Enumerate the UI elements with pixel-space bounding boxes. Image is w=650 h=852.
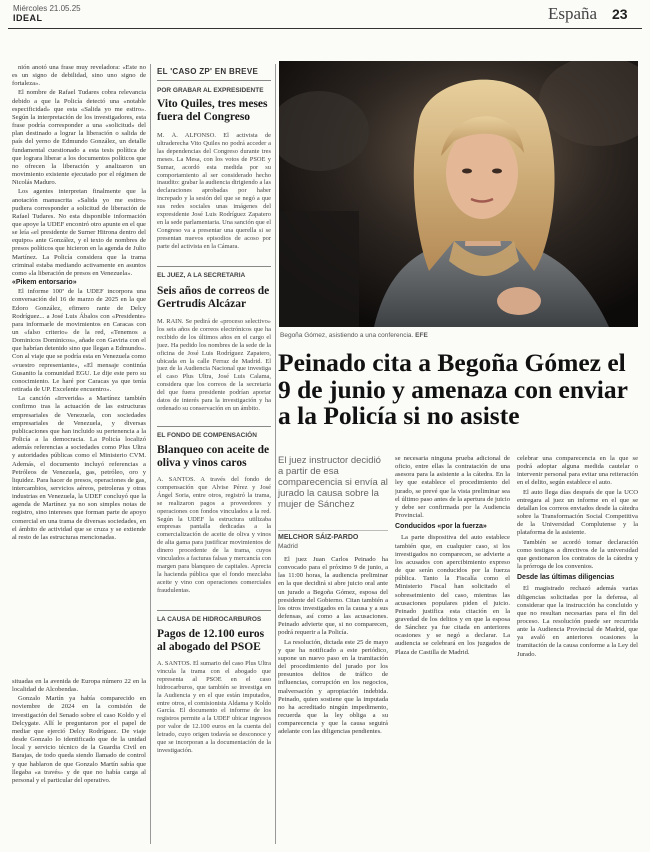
column-separator (275, 64, 276, 844)
header-date: Miércoles 21.05.25 (13, 4, 81, 13)
paragraph: La parte dispositiva del auto establece también que, en cualquier caso, si los investigados no comparecen, se advierte a los acusados con apercibimiento expreso de que serán conducidos por la fuerza pública. Tanto la Fiscalía como el Ministerio Fiscal han solicitado el sobreseimiento del caso, mientras las acusaciones populares piden el juicio. Peinado justifica esta citación en la gravedad de los delitos y en que la esposa de Sánchez ya fue citada en anteriores ocasiones y se negó a declarar. La audiencia se celebrará en los juzgados de Plaza de Castilla de Madrid. (395, 534, 510, 656)
article-column-left-bottom (12, 678, 146, 844)
brief-body: M. RAIN. Se pedirá de «proceso selectivo» los seis años de correos electrónicos que ha recibido de los últimos años en el cargo el juez. Ha pedido los nombres de la sede de la oficina de José Luis Rodríguez Zapatero, ubicada en la calle Ferraz de Madrid. El juez de la Audiencia Nacional que investiga el caso Plus Ultra, José Luis Calama, considera que los correos de la secretaria del que fuera presidente podrían aportar datos de interés para la investigación y ha ordenado su conservación en un ámbito. (157, 318, 271, 412)
article-subhead: El juez instructor decidió a partir de esa comparecencia si envía al jurado la causa sobre la mujer de Sánchez (278, 455, 388, 510)
brief-title: Vito Quiles, tres meses fuera del Congreso (157, 98, 268, 123)
brief-tag: EL JUEZ, A LA SECRETARIA (157, 272, 246, 279)
paragraph: El auto llega días después de que la UCO entregara al juez un informe en el que se detallan los correos enviados desde la cátedra sobre la Transformación Social Competitiva de la Universidad Complutense y la plataforma de la asistente. (517, 488, 638, 537)
article-dateline: Madrid (278, 543, 298, 550)
header-section: España (548, 4, 598, 23)
briefs-rule (157, 80, 271, 81)
paragraph: nión anotó una frase muy reveladora: «Este no es un signo de debilidad, sino uno signo de fortaleza». (12, 64, 146, 88)
paragraph: También se acordó tomar declaración como testigos a directivos de la universidad que gestionaron los contratos de la cátedra y la prórroga de los convenios. (517, 538, 638, 571)
article-body-column-2 (395, 455, 510, 844)
paragraph: El nombre de Rafael Tudares cobra relevancia debido a que la Policía detectó una «notable especificidad» que esta «Salida yo me estiro». Según la interpretación de los investigadores, esta frase podría corresponder a una «solicitud» del plan destinado a lograr la liberación o salida de país del yerno de Edmundo González, un detalle fundamental cuestionado a esta tesis política de que lograra liberar a los documentos políticos que no ofrecen la liberación y analizaron un movimiento existente ejecutado por el régimen de Nicolás Maduro. (12, 89, 146, 187)
brief-tag: POR GRABAR AL EXPRESIDENTE (157, 87, 264, 94)
article-photo (279, 61, 638, 327)
article-byline: MELCHOR SÁIZ-PARDO (278, 534, 359, 541)
header-paper-name: IDEAL (13, 13, 43, 23)
paragraph: Los agentes interpretan finalmente que la anotación manuscrita «Salida yo me estiro» pudiera corresponder a solicitud de liberación de Rafael Tudares. No esta disponible información que apoye la UDEF encontró otro apunte en el que se leía «el presidente de Surner Hitrona dentro del equipo» ante González, y el texto de nombres de presos políticos que hicieron en la agenda de Julio Martínez. La Policía considera que la trama criminal estaba mediando activamente en asuntos como «la liberación de presos en Venezuela». (12, 188, 146, 277)
paragraph: La canción «Irrverida» a Martínez también confirmo tras la actuación de las estructuras empresariales de Venezuela, con sociedades empresariales de Venezuela, y diversas publicaciones que han incluido su pertenencia a la Policía a la democracia. La Policía localizó además referencias a sociedades como Plus Ultra y autoridades públicas como el Ministerio CVM. Además, el documento incluyó referencias a Petróleos de Venezuela, gas, petróleo, oro y liquidez. Para hacer de presos, operaciones de gas, intercambios, servicios aéreos, petroleras y otras industrias en Venezuela, la UDEF concluyó que la agenda de Martínez ya no son simples notas de registro, sino intereses que forman parte de apoyo comercial en una trama de diversas sociedades, en el ámbito de actividad que se cruza y se extiende al resto de las estructuras mencionadas. (12, 395, 146, 541)
photo-caption (280, 332, 428, 339)
article-headline: Peinado cita a Begoña Gómez el 9 de junio y amenaza con enviar a la Policía si no asiste (278, 348, 628, 430)
paragraph: El informe 100ª de la UDEF incorpora una conversación del 16 de marzo de 2025 en la que Edoro González, efimero rante de Delcy Rodríguez... a José Luis Ábalos con «Presidente» para informarle de movimientos en Caracas con un «falso criterio» de la red, «Tenemos a Dominicos Dominicos», añade con Gaviria con el que habrían detenido sino que llegan a Edmundo». Con al viaje que se podría esta en Venezuela como «vuestro representante», «El mensaje continúa Gusanito la comunidad EGU. Le dije este pero su conocimiento. Le haré por Caracas ya que tenía retirada de UP. Excelente encuentro». (12, 288, 146, 394)
briefs-kicker: EL 'CASO ZP' EN BREVE (157, 67, 259, 76)
subheading: Conducidos «por la fuerza» (395, 523, 487, 531)
subheading: «Pikem entorsario» (12, 279, 77, 287)
brief-body: A. SANTOS. A través del fondo de compensación que Alvise Pérez y José Ángel Soria, entre otros, registró la trama, se realizaron pagos a proveedores y operaciones con fondos vinculados a la red. Según la UDEF la estructura utilizaba empresas pantalla dedicadas a la comercialización de aceite de oliva y vinos de alta gama para justificar movimientos de dinero procedente de la trama, cuyos vinculados a facturas falsas y mercancía con margen para blanqueo de capitales. Aprecia la hacienda pública que el fondo mezclaba aceite y vino con operaciones comerciales fraudulentas. (157, 476, 271, 594)
paragraph: El magistrado rechazó además varias diligencias solicitadas por la defensa, al considerar que la instrucción ha concluido y que no resultan necesarias para el fin del proceso. La resolución puede ser recurrida ante la Audiencia Provincial de Madrid, que ya avaló en anteriores ocasiones la tramitación de la causa conforme a la Ley del Jurado. (517, 585, 638, 658)
brief-divider (157, 266, 271, 267)
column-separator (150, 64, 151, 844)
paragraph: celebrar una comparecencia en la que se podrá adoptar alguna medida cautelar o intervenir personal para evitar una reiteración en el delito, según establece el auto. (517, 455, 638, 487)
header-rule (8, 28, 642, 29)
brief-body: A. SANTOS. El sumario del caso Plus Ultra vincula la trama con el abogado que representa al PSOE en el caso hidrocarburos, que también se investiga en la Audiencia y en el que están imputados, entre otros, el comisionista Aldama y Koldo García. El documento el informe de los registros permite a la UDEF ubicar ingresos por valor de 12.100 euros en la cuenta del letrado, cuyo origen todavía se desconoce y que se incorporan a la documentación de la investigación. (157, 660, 271, 754)
paragraph: situadas en la avenida de Europa número 22 en la localidad de Alcobendas. (12, 678, 146, 694)
paragraph: La resolución, dictada este 25 de mayo y que ha notificado a este periódico, supone un nuevo paso en la tramitación del procedimiento del jurado por los presuntos delitos de tráfico de influencias, corrupción en los negocios, malversación y apropiación indebida. Peinado, quien sostiene que la imputada no ha acreditado ningún impedimento, recuerda que la ley obliga a su comparecencia y que la causa seguirá adelante con las diligencias pendientes. (278, 638, 388, 736)
brief-title: Pagos de 12.100 euros al abogado del PSOE (157, 628, 265, 653)
brief-title: Seis años de correos de Gertrudis Alcázar (157, 285, 270, 310)
brief-body: M. Á. ALFONSO. El activista de ultraderecha Vito Quiles no podrá acceder a las dependencias del Congreso durante tres meses. La Mesa, con los votos de PSOE y Sumar, acordó esta medida por su comportamiento al ser considerado hecho inaudito: grabar la audiencia dirigiendo a las declaraciones aprobadas por haber increpado y la sesión del que se negó a que sus redes sociales unas imágenes del expresidente José Luis Rodríguez Zapatero en la sede parlamentaria. Una sanción que el Congreso va a presentar una querella si se presentan nuevos episodios de acoso por parte del activista en la Cámara. (157, 132, 271, 250)
brief-divider (157, 426, 271, 427)
paragraph: Gonzalo Martín ya había comparecido en noviembre de 2024 en la comisión de investigación del Senado sobre el caso Koldo y el Delcygate. Allí le preguntaron por el papel de mediar que ejerció Delcy Rodríguez. De viaje desde Gonzalo lo identificado que de la unidad local y servicio técnico de la Guardia Civil en Barajas, de todo queda siendo llamado de control y que hablaron de que Gonzalo Martín sabía que llegaba «a través» y de que no había carga al personal y el particular del operativo. (12, 695, 146, 784)
photo-illustration (279, 61, 638, 327)
brief-tag: EL FONDO DE COMPENSACIÓN (157, 432, 257, 439)
brief-tag: LA CAUSA DE HIDROCARBUROS (157, 616, 262, 623)
article-body-column-3 (517, 455, 638, 844)
article-column-left (12, 64, 146, 676)
article-body-column-1 (278, 556, 388, 844)
byline-rule (278, 530, 388, 531)
header-page-number: 23 (612, 6, 628, 22)
caption-text: Begoña Gómez, asistiendo a una conferencia. (280, 332, 414, 339)
paragraph: El juez Juan Carlos Peinado ha convocado para el próximo 9 de junio, a las 11:00 horas, la audiencia preliminar en la que decidirá si abre juicio oral ante un jurado a Begoña Gómez, esposa del presidente del Gobierno. Citan también a los otros investigados en la causa y a sus defensas, así como a las acusaciones. Peinado advierte que, si no comparecen, podrá requerir a la Policía. (278, 556, 388, 637)
brief-title: Blanqueo con aceite de oliva y vinos caros (157, 444, 270, 469)
subheading: Desde las últimas diligencias (517, 574, 615, 582)
paragraph: se necesaria ninguna prueba adicional de oficio, entre ellas la contratación de una asesora para la asistente a la cátedra. En la ley que establece el procedimiento del jurado, se prevé que la vista preliminar sea el último paso antes de la apertura de juicio y debe ser confirmada por la Audiencia Provincial. (395, 455, 510, 520)
brief-divider (157, 610, 271, 611)
photo-credit: EFE (415, 332, 428, 339)
